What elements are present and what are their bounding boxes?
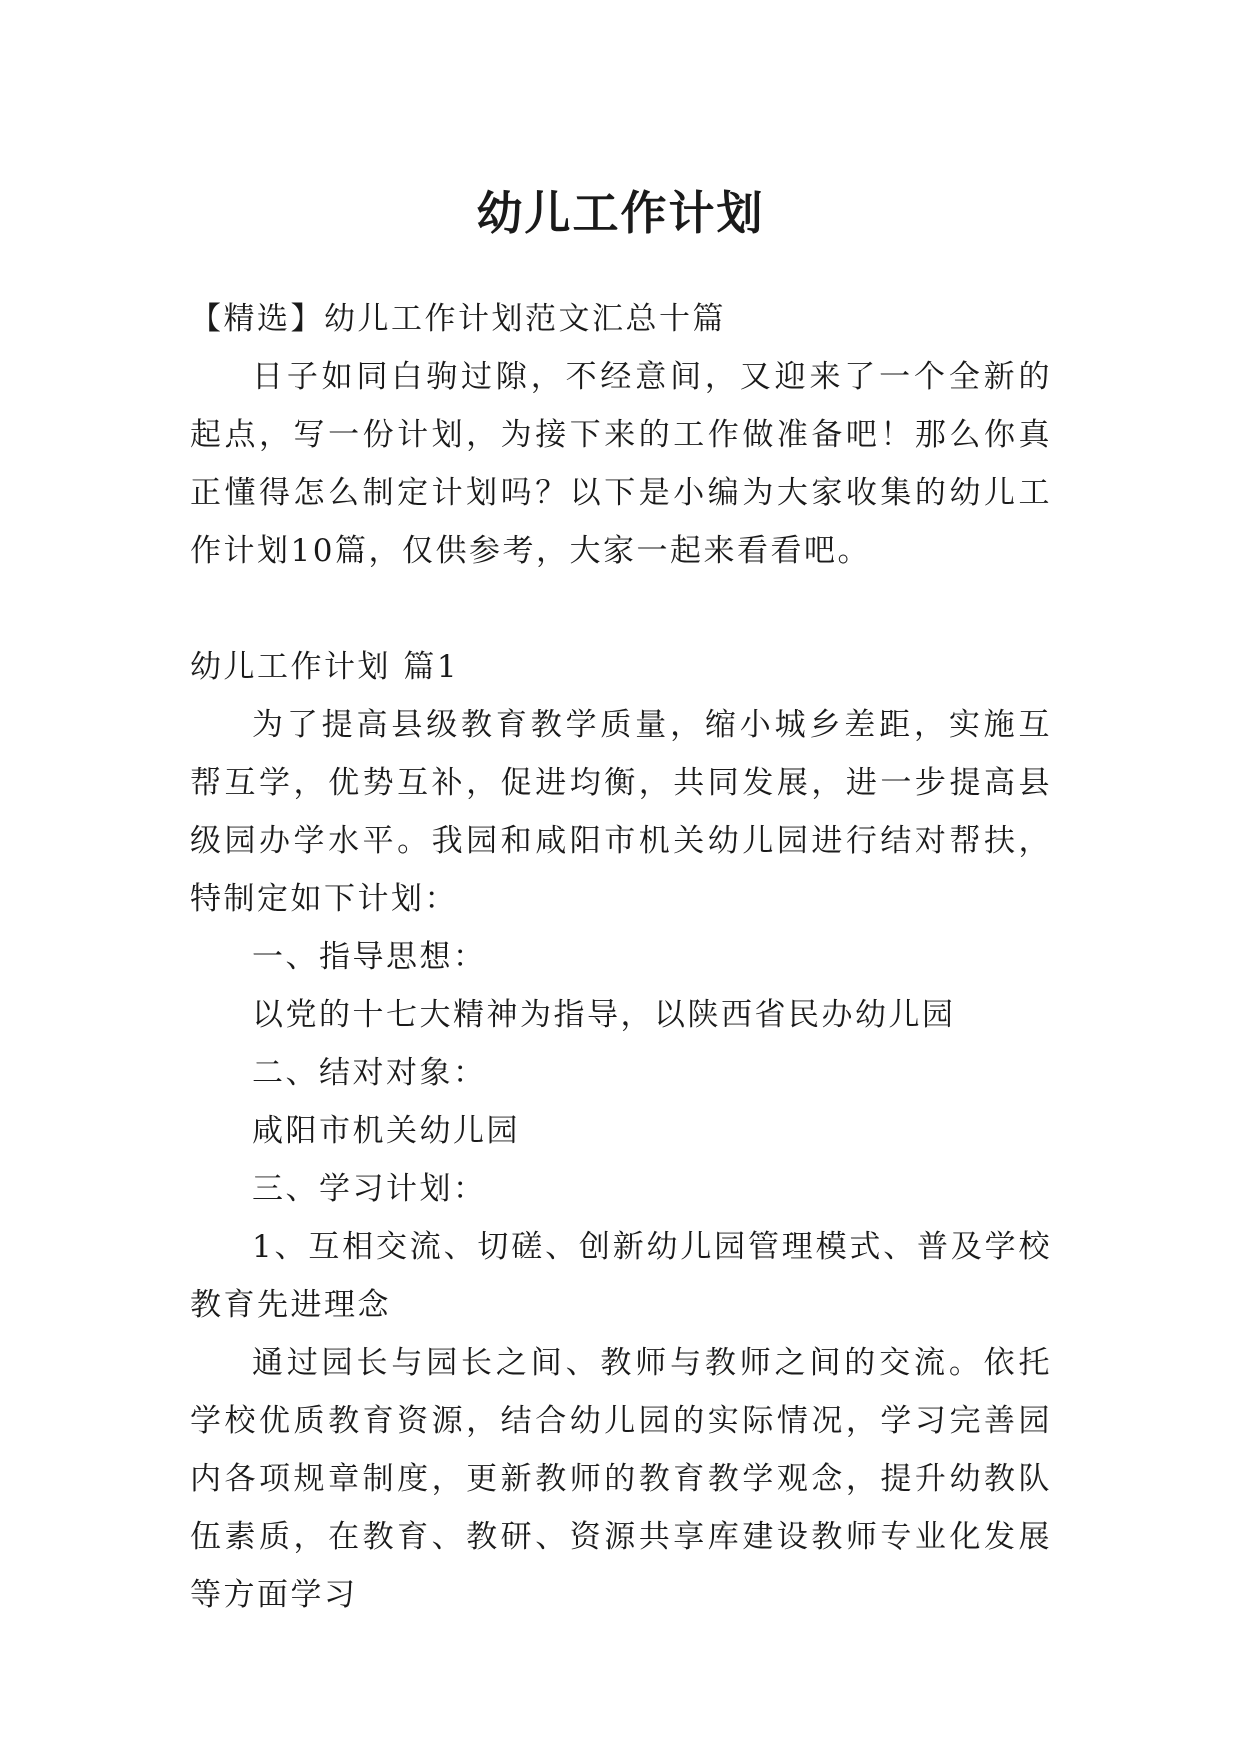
body-paragraph: 通过园长与园长之间、教师与教师之间的交流。依托学校优质教育资源，结合幼儿园的实际情况，学习完善园内各项规章制度，更新教师的教育教学观念，提升幼教队伍素质，在教育、教研、资源共享库建设教师专业化发展等方面学习 xyxy=(190,1345,1052,1613)
body-paragraph: 1、互相交流、切磋、创新幼儿园管理模式、普及学校教育先进理念 xyxy=(190,1229,1052,1323)
paragraph-gap xyxy=(190,580,1052,638)
section-heading: 幼儿工作计划 篇1 xyxy=(190,649,460,685)
document-title: 幼儿工作计划 xyxy=(476,185,765,240)
subtitle: 【精选】幼儿工作计划范文汇总十篇 xyxy=(190,301,726,337)
document-body xyxy=(190,290,1052,1624)
heading-study-plan: 三、学习计划： xyxy=(252,1171,487,1207)
body-paragraph: 咸阳市机关幼儿园 xyxy=(252,1113,520,1149)
body-paragraph: 为了提高县级教育教学质量，缩小城乡差距，实施互帮互学，优势互补，促进均衡，共同发展，进一步提高县级园办学水平。我园和咸阳市机关幼儿园进行结对帮扶，特制定如下计划： xyxy=(190,707,1052,917)
heading-guiding-ideology: 一、指导思想： xyxy=(252,939,487,975)
heading-pairing-target: 二、结对对象： xyxy=(252,1055,487,1091)
intro-paragraph: 日子如同白驹过隙，不经意间，又迎来了一个全新的起点，写一份计划，为接下来的工作做准备吧！那么你真正懂得怎么制定计划吗？以下是小编为大家收集的幼儿工作计划10篇，仅供参考，大家一起来看看吧。 xyxy=(190,359,1052,569)
body-paragraph: 以党的十七大精神为指导，以陕西省民办幼儿园 xyxy=(252,997,956,1033)
